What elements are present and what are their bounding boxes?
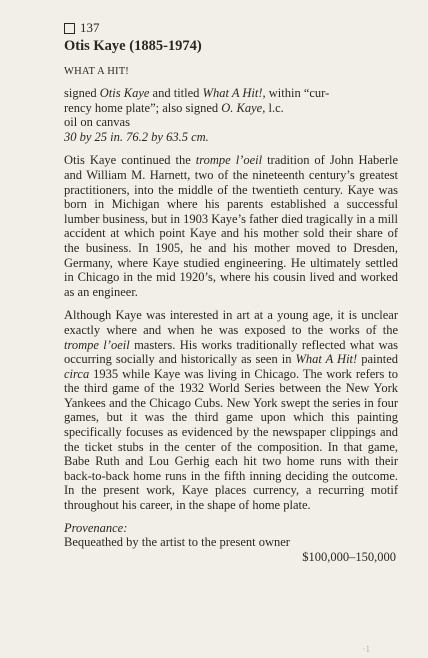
price-estimate: $100,000–150,000 [302, 549, 396, 564]
page-mark: ·1 [362, 644, 370, 654]
essay-paragraph-2: Although Kaye was interested in art at a young age, it is unclear exactly where and when he was exposed to the works of the trompe l’oeil masters. His works traditionally reflected what was occurring socially and historically as seen in What A Hit! painted circa 1935 while Kaye was living in Chicago. The work refers to the third game of the 1932 World Series between the New York Yankees and the Chicago Cubs. New York swept the series in four games, but it was the third game upon which this painting specifically focuses as evidenced by the newspaper clippings and the ticket stubs in the center of the composition. In that game, Babe Ruth and Lou Gerhig each hit two home runs with their back-to-back home runs in the fifth inning deciding the outcome. In the present work, Kaye places currency, a recurring motif throughout his career, in the shape of home plate. [64, 308, 399, 513]
essay-paragraph-1: Otis Kaye continued the trompe l’oeil tradition of John Haberle and William M. Harnett, two of the nineteenth century’s greatest practitioners, into the middle of the twentieth century. Kaye was born in Michigan where his parents established a successful lumber business, but in 1903 Kaye’s father died tragically in a mill accident at which point Kaye and his mother sold their share of the business. In 1905, he and his mother moved to Dresden, Germany, where Kaye studied engineering. He ultimately settled in Chicago in the mid 1920’s, where his cousin lived and worked as an engineer. [64, 153, 399, 299]
provenance-text: Bequeathed by the artist to the present owner [64, 535, 290, 550]
provenance-label: Provenance: [64, 520, 128, 535]
lot-header [64, 20, 398, 36]
signature-line-1: signed Otis Kaye and titled What A Hit!, within “cur- [64, 86, 330, 100]
signature-line-2: rency home plate”; also signed O. Kaye, l.c. [64, 100, 284, 115]
dimensions: 30 by 25 in. 76.2 by 63.5 cm. [64, 129, 209, 144]
medium: oil on canvas [64, 115, 130, 130]
lot-checkbox[interactable] [64, 23, 75, 34]
artist-name: Otis Kaye (1885-1974) [64, 38, 202, 54]
lot-number: 137 [80, 20, 100, 35]
artwork-details [64, 86, 398, 144]
artwork-title: WHAT A HIT! [64, 66, 130, 77]
